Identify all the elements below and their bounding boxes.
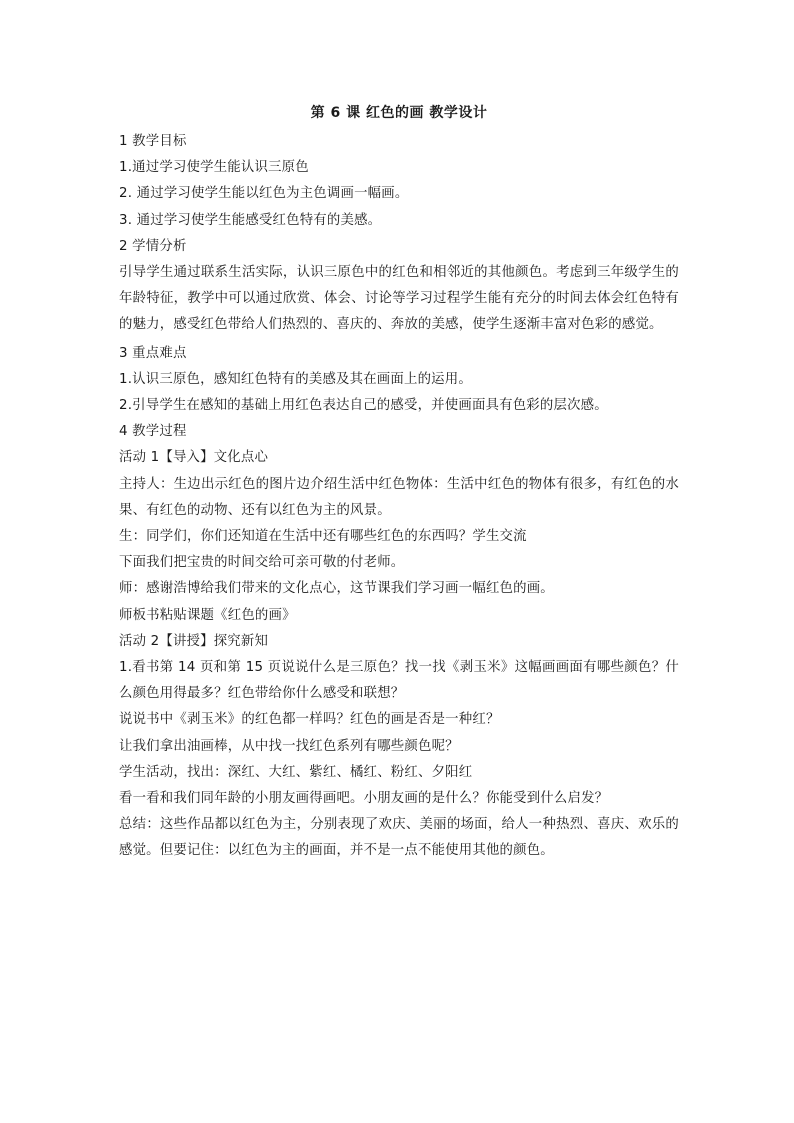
analysis-paragraph: 引导学生通过联系生活实际，认识三原色中的红色和相邻近的其他颜色。考虑到三年级学生的年龄特征，教学中可以通过欣赏、体会、讨论等学习过程学生能有充分的时间去体会红色特有的魅力，感受红色带给人们热烈的、喜庆的、奔放的美感，使学生逐渐丰富对色彩的感觉。 — [119, 265, 679, 333]
question-paragraph: 1.看书第 14 页和第 15 页说说什么是三原色？找一找《剥玉米》这幅画画面有哪些颜色？什么颜色用得最多？红色带给你什么感受和联想？ — [119, 660, 679, 702]
handover-line: 下面我们把宝贵的时间交给可亲可敬的付老师。 — [119, 555, 405, 571]
student-activity-line: 学生活动，找出：深红、大红、紫红、橘红、粉红、夕阳红 — [119, 764, 473, 780]
host-paragraph: 主持人：生边出示红色的图片边介绍生活中红色物体：生活中红色的物体有很多，有红色的水果、有红色的动物、还有以红色为主的风景。 — [119, 476, 679, 518]
compare-red-line: 说说书中《剥玉米》的红色都一样吗？红色的画是否是一种红？ — [119, 712, 500, 728]
teacher-line: 师：感谢浩博给我们带来的文化点心，这节课我们学习画一幅红色的画。 — [119, 581, 554, 597]
keypoint-2: 2.引导学生在感知的基础上用红色表达自己的感受，并使画面具有色彩的层次感。 — [119, 398, 608, 414]
activity-1-heading: 活动 1【导入】文化点心 — [119, 450, 269, 466]
activity-2-heading: 活动 2【讲授】探究新知 — [119, 633, 269, 649]
section-heading-process: 4 教学过程 — [119, 424, 187, 440]
section-heading-keypoints: 3 重点难点 — [119, 345, 187, 361]
summary-paragraph: 总结：这些作品都以红色为主，分别表现了欢庆、美丽的场面，给人一种热烈、喜庆、欢乐的感觉。但要记住：以红色为主的画面，并不是一点不能使用其他的颜色。 — [119, 817, 679, 859]
peer-work-line: 看一看和我们同年龄的小朋友画得画吧。小朋友画的是什么？你能受到什么启发？ — [119, 791, 609, 807]
objective-2: 2. 通过学习使学生能以红色为主色调画一幅画。 — [119, 186, 409, 202]
oil-pastel-line: 让我们拿出油画棒，从中找一找红色系列有哪些颜色呢？ — [119, 738, 459, 754]
objective-1: 1.通过学习使学生能认识三原色 — [119, 160, 309, 176]
objective-3: 3. 通过学习使学生能感受红色特有的美感。 — [119, 212, 382, 228]
document-title: 第 6 课 红色的画 教学设计 — [310, 105, 488, 121]
section-heading-analysis: 2 学情分析 — [119, 238, 187, 254]
keypoint-1: 1.认识三原色，感知红色特有的美感及其在画面上的运用。 — [119, 371, 472, 387]
document-page — [119, 101, 679, 865]
board-title-line: 师板书粘贴课题《红色的画》 — [119, 607, 296, 623]
document-body — [119, 129, 679, 865]
section-heading-objectives: 1 教学目标 — [119, 134, 187, 149]
student-question: 生：同学们，你们还知道在生活中还有哪些红色的东西吗？学生交流 — [119, 529, 527, 545]
